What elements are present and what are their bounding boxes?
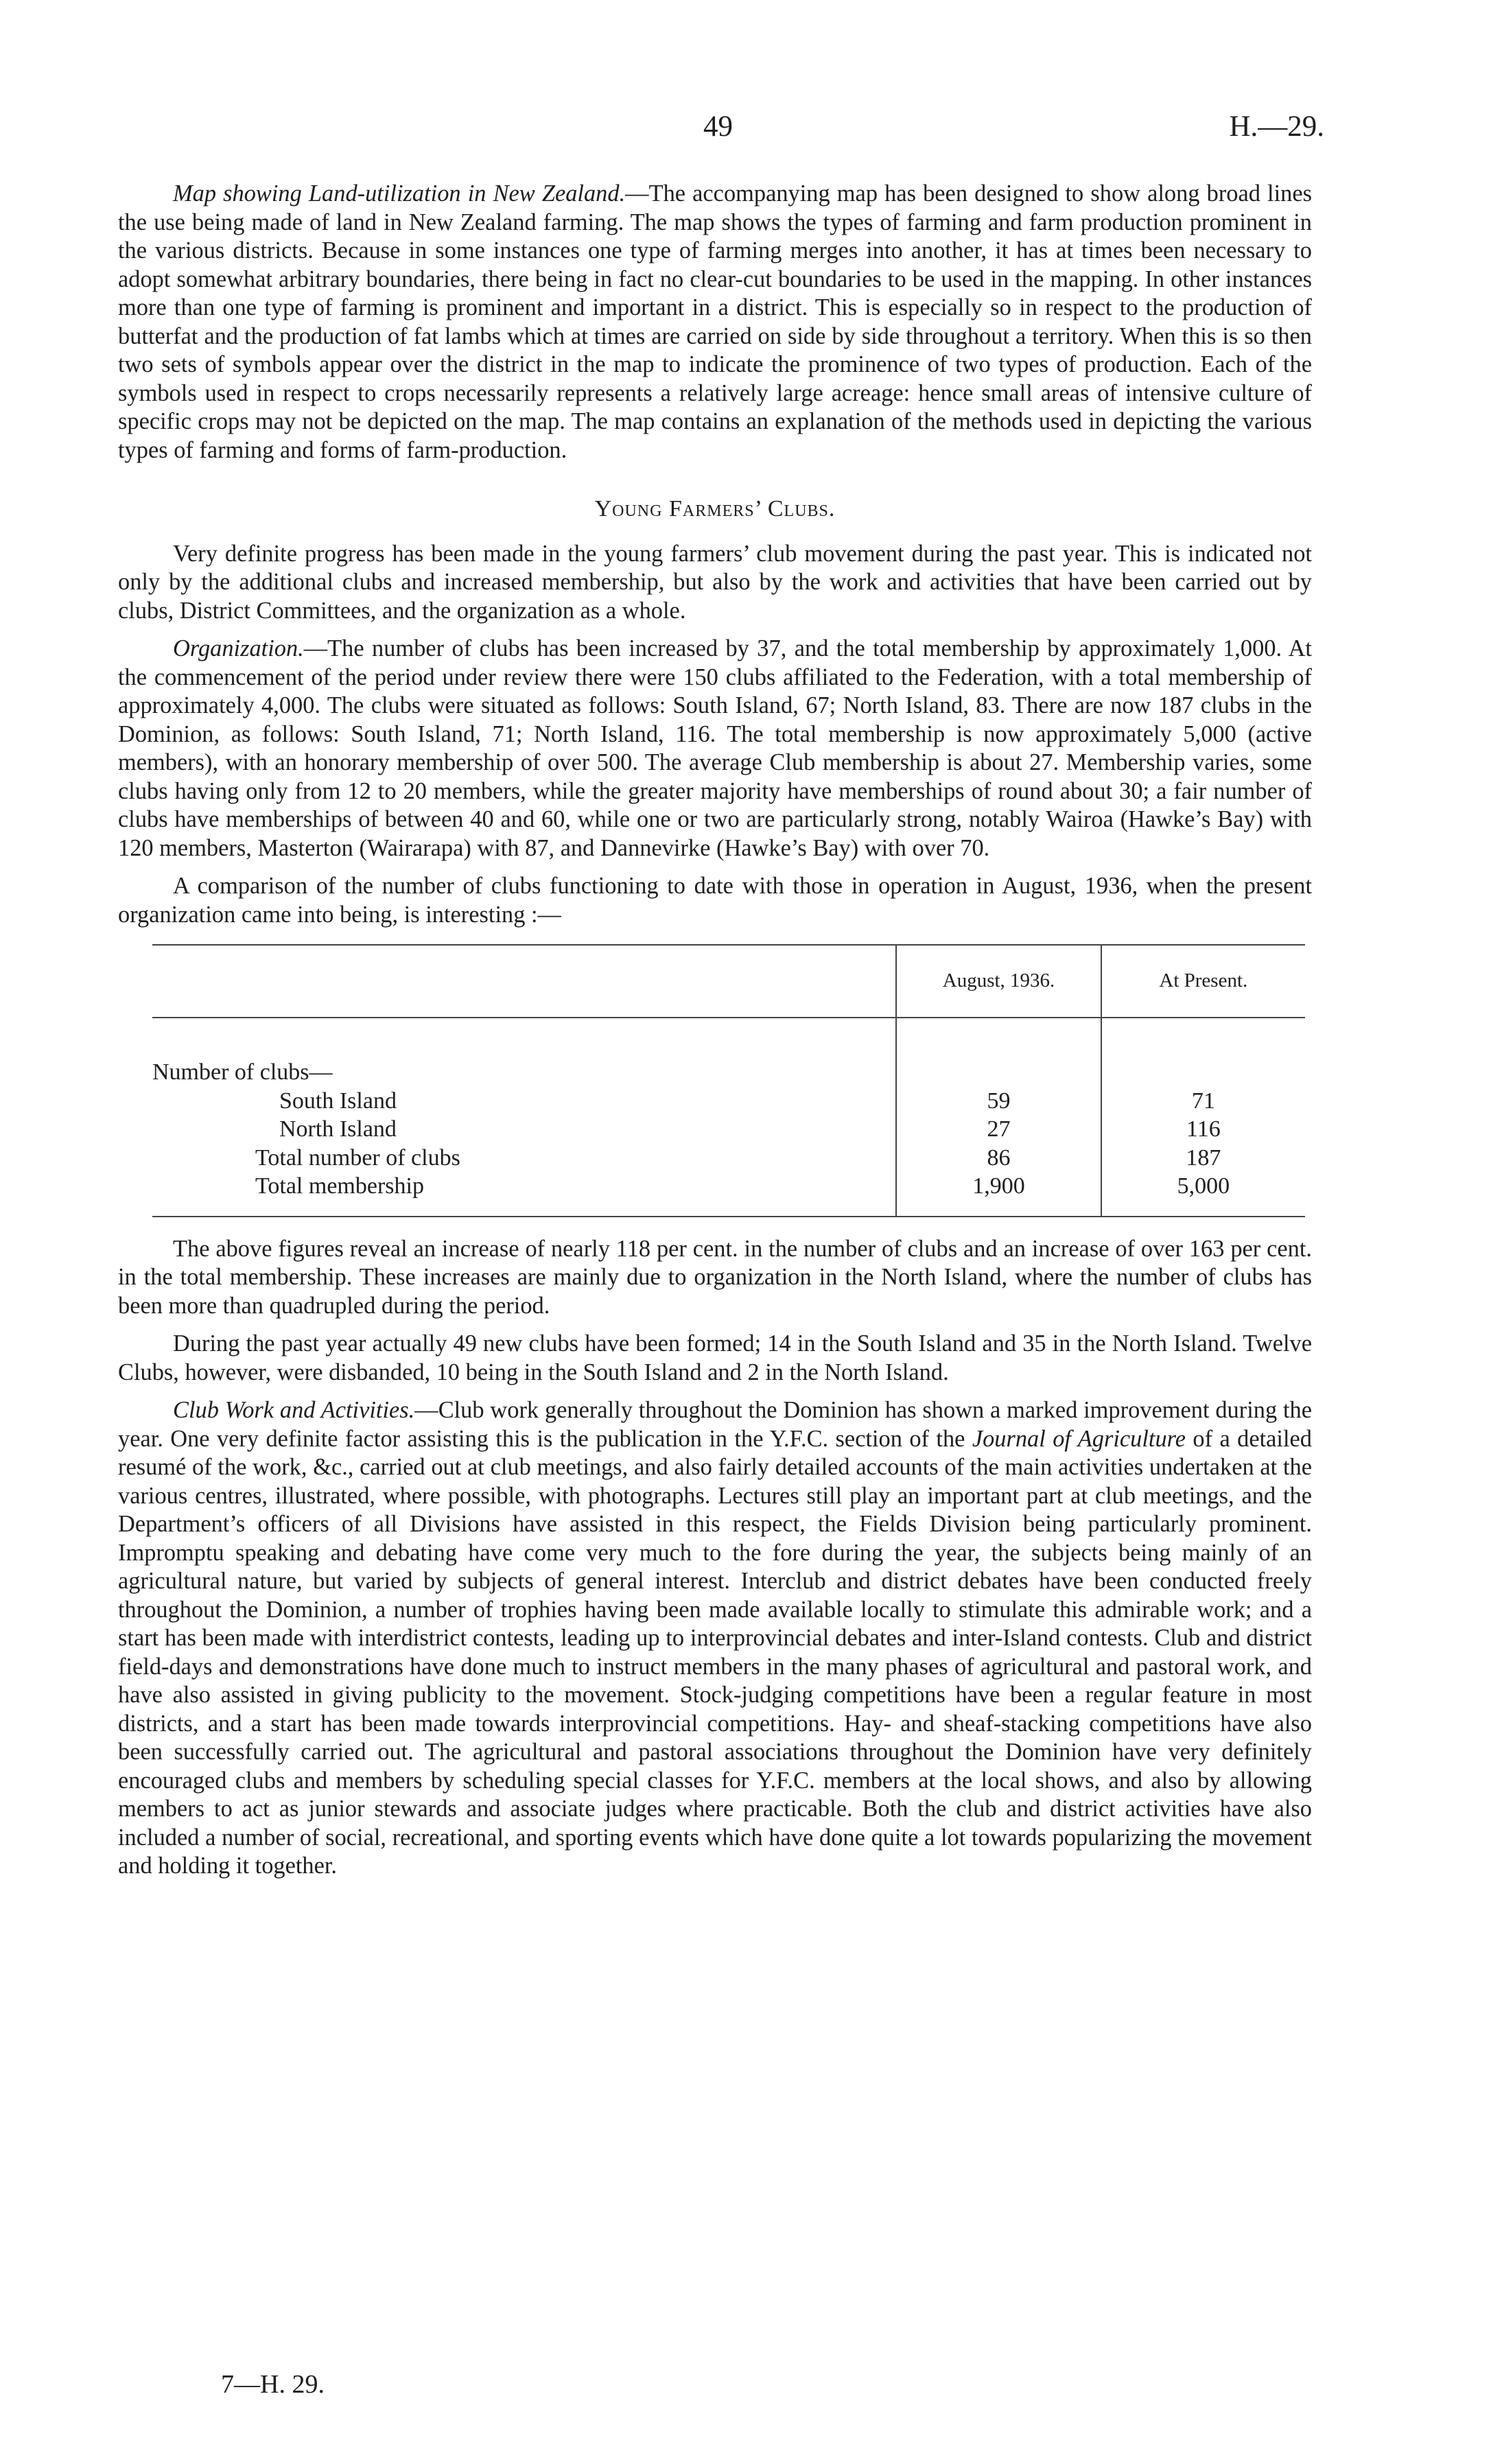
table-row [152,1087,1305,1116]
comparison-paragraph: A comparison of the number of clubs functioning to date with those in operation in August, 1936, when the present organization came into being, is interesting :— [118,873,1312,928]
table-row [152,1144,1305,1173]
sheet-reference: 7—H. 29. [221,2370,325,2399]
page-body [118,180,1312,1881]
table-group-row [152,1018,1305,1087]
intro-paragraph [118,180,1312,465]
row-label: Total number of clubs [255,1145,460,1171]
document-reference: H.—29. [1229,110,1324,143]
page-header [117,110,1324,158]
clubs-comparison-table [152,944,1305,1217]
table-row [152,1115,1305,1144]
progress-paragraph: Very definite progress has been made in the young farmers’ club movement during the past year. This is indicated not only by the additional clubs and increased membership, but also by the work and activities that have been carried out by clubs, District Committees, and the organization as a whole. [118,540,1312,624]
row-present-value: 187 [1101,1144,1305,1173]
new-clubs-paragraph: During the past year actually 49 new clubs have been formed; 14 in the South Island and 35 in the North Island. Twelve Clubs, however, were disbanded, 10 being in the South Island and 2 in the North Island. [118,1330,1312,1385]
row-present-value: 5,000 [1101,1172,1305,1217]
page-number: 49 [703,110,733,143]
club-work-text-b: of a detailed resumé of the work, &c., carried out at club meetings, and also fairly detailed accounts of the main activities undertaken at the various centres, illustrated, where possible, with photographs. Lectures still play an important part at club meetings, and the Department’s officers of all Divisions have assisted in this respect, the Fields Division being particularly prominent. Impromptu speaking and debating have come very much to the fore during the year, the subjects being mainly of an agricultural nature, but varied by subjects of general interest. Interclub and district debates have been conducted freely throughout the Dominion, a number of trophies having been made available locally to stimulate this admirable work; and a start has been made with interdistrict contests, leading up to interprovincial debates and inter-Island contests. Club and district field-days and demonstrations have done much to instruct members in the many phases of agricultural and pastoral work, and have also assisted in giving publicity to the movement. Stock-judging competitions have been a regular feature in most districts, and a start has been made towards interprovincial competitions. Hay- and sheaf-stacking competitions have also been successfully carried out. The agricultural and pastoral associations throughout the Dominion have very definitely encouraged clubs and members by scheduling special classes for Y.F.C. members at the local shows, and also by allowing members to act as junior stewards and associate judges where practicable. Both the club and district activities have also included a number of social, recreational, and sporting events which have done quite a lot towards popularizing the movement and holding it together. [118,1425,1312,1879]
table-group-label: Number of clubs— [152,1059,333,1085]
organization-paragraph [118,635,1312,863]
club-work-lead: Club Work and Activities. [173,1397,415,1423]
figures-paragraph: The above figures reveal an increase of nearly 118 per cent. in the number of clubs and an increase of over 163 per cent. in the total membership. These increases are mainly due to organization in the North Island, where the number of clubs has been more than quadrupled during the period. [118,1235,1312,1319]
row-label: Total membership [255,1173,424,1199]
intro-text: —The accompanying map has been designed to show along broad lines the use being made of land in New Zealand farming. The map shows the types of farming and farm production prominent in the various districts. Because in some instances one type of farming merges into another, it has at times been necessary to adopt somewhat arbitrary boundaries, there being in fact no clear-cut boundaries to be used in the mapping. In other instances more than one type of farming is prominent and important in a district. This is especially so in respect to the production of butterfat and the production of fat lambs which at times are carried on side by side throughout a territory. When this is so then two sets of symbols appear over the district in the map to indicate the prominence of two types of production. Each of the symbols used in respect to crops necessarily represents a relatively large acreage: hence small areas of intensive culture of specific crops may not be depicted on the map. The map contains an explanation of the methods used in depicting the various types of farming and forms of farm-production. [118,180,1312,463]
table-header-blank [152,945,896,1018]
table-row [152,1172,1305,1217]
row-august-value: 59 [896,1087,1101,1116]
intro-lead: Map showing Land-utilization in New Zealand. [173,180,626,207]
row-august-value: 1,900 [896,1172,1101,1217]
row-label: North Island [279,1116,397,1142]
row-august-value: 27 [896,1115,1101,1144]
row-august-value: 86 [896,1144,1101,1173]
club-work-paragraph [118,1396,1312,1881]
table-cell [1101,1018,1305,1087]
table-header-present: At Present. [1101,945,1305,1018]
section-title: Young Farmers’ Clubs. [594,496,836,521]
table-header-row [152,945,1305,1018]
organization-text: —The number of clubs has been increased by 37, and the total membership by approximately 1,000. At the commencement of the period under review there were 150 clubs affiliated to the Federation, with a total membership of approximately 4,000. The clubs were situated as follows: South Island, 67; North Island, 83. There are now 187 clubs in the Dominion, as follows: South Island, 71; North Island, 116. The total membership is now approximately 5,000 (active members), with an honorary membership of over 500. The average Club membership is about 27. Membership varies, some clubs having only from 12 to 20 members, while the greater majority have memberships of round about 30; a fair number of clubs have memberships of between 40 and 60, while one or two are particularly strong, notably Wairoa (Hawke’s Bay) with 120 members, Masterton (Wairarapa) with 87, and Dannevirke (Hawke’s Bay) with over 70. [118,635,1312,861]
club-work-text-a: —Club work generally throughout the Dominion has shown a marked improvement during the year. One very definite factor assisting this is the publication in the Y.F.C. section of the [118,1397,1313,1452]
row-label: South Island [279,1088,397,1114]
journal-title: Journal of Agriculture [972,1425,1186,1452]
row-present-value: 71 [1101,1087,1305,1116]
table-header-august: August, 1936. [896,945,1101,1018]
table-cell [896,1018,1101,1087]
row-present-value: 116 [1101,1115,1305,1144]
organization-lead: Organization. [173,635,304,661]
